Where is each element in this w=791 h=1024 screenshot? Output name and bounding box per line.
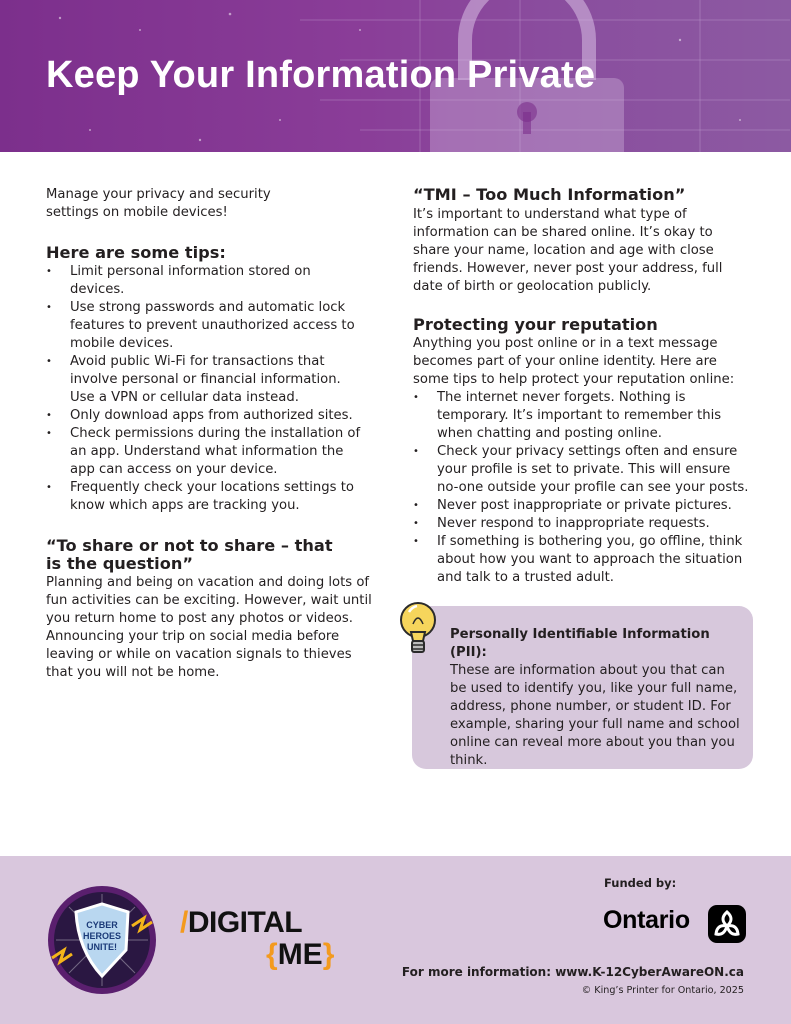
cyber-heroes-badge-logo <box>46 884 158 996</box>
left-column <box>46 186 386 682</box>
list-item: • Check permissions during the installation of an app. Understand what information the app can access on your device. <box>46 425 366 479</box>
reputation-tips-list <box>413 389 755 587</box>
page-title: Keep Your Information Private <box>46 54 596 96</box>
share-body: Planning and being on vacation and doing lots of fun activities can be exciting. However, wait until you return home to post any photos or videos. Announcing your trip on social media before leaving or while on vacation signals to thieves that you will not be home. <box>46 575 372 680</box>
right-column <box>413 186 758 587</box>
badge-text: CYBER <box>86 920 118 930</box>
copyright-text: © King’s Printer for Ontario, 2025 <box>581 985 744 996</box>
funded-by-label: Funded by: <box>604 876 677 890</box>
pii-title: Personally Identifiable Information (PII): <box>450 627 710 660</box>
pii-callout <box>412 606 753 769</box>
list-item: • Never post inappropriate or private pictures. <box>413 497 755 515</box>
list-item: • Never respond to inappropriate requests. <box>413 515 755 533</box>
list-item: • Avoid public Wi-Fi for transactions that involve personal or financial information. Use a VPN or cellular data instead. <box>46 353 366 407</box>
list-item: • The internet never forgets. Nothing is temporary. It’s important to remember this when chatting and posting online. <box>413 389 755 443</box>
share-heading: “To share or not to share – that is the question” <box>46 536 333 573</box>
digital-me-logo: /DIGITAL {ME} <box>180 906 335 971</box>
list-item: • If something is bothering you, go offline, think about how you want to approach the situation and talk to a trusted adult. <box>413 533 755 587</box>
ontario-trillium-icon <box>708 905 746 943</box>
list-item: • Check your privacy settings often and ensure your profile is set to private. This will ensure no-one outside your profile can see your posts. <box>413 443 755 497</box>
tips-list <box>46 263 366 515</box>
header-banner <box>0 0 791 152</box>
svg-text:HEROES: HEROES <box>82 931 122 941</box>
list-item: • Only download apps from authorized sites. <box>46 407 366 425</box>
more-info-link[interactable]: For more information: www.K-12CyberAwareON.ca <box>401 965 744 979</box>
list-item: • Use strong passwords and automatic lock features to prevent unauthorized access to mobile devices. <box>46 299 366 353</box>
reputation-heading: Protecting your reputation <box>413 315 658 334</box>
tips-heading: Here are some tips: <box>46 243 226 262</box>
ontario-wordmark: Ontario <box>603 906 690 934</box>
lightbulb-icon <box>394 598 444 660</box>
reputation-body: Anything you post online or in a text message becomes part of your online identity. Here are some tips to help protect your reputation online: <box>413 336 735 387</box>
pii-body: These are information about you that can be used to identify you, like your full name, address, phone number, or student ID. For example, sharing your full name and school online can reveal more about you than you think. <box>450 663 740 768</box>
tmi-heading: “TMI – Too Much Information” <box>413 185 686 204</box>
svg-text:UNITE!: UNITE! <box>87 942 117 952</box>
list-item: • Frequently check your locations settings to know which apps are tracking you. <box>46 479 366 515</box>
intro-text: Manage your privacy and security settings on mobile devices! <box>46 187 271 220</box>
tmi-body: It’s important to understand what type of information can be shared online. It’s okay to share your name, location and age with close friends. However, never post your address, full date of birth or geolocation publicly. <box>413 207 723 294</box>
list-item: • Limit personal information stored on devices. <box>46 263 366 299</box>
